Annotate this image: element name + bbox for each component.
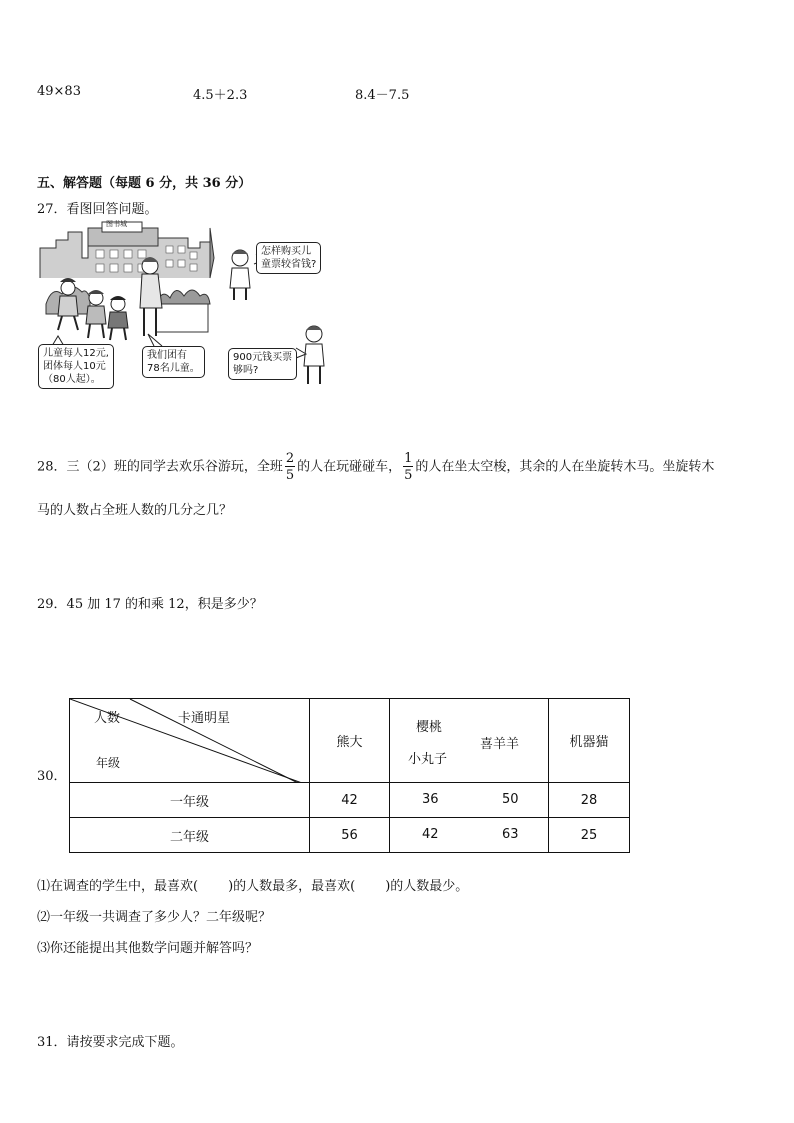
- cell-value: 25: [549, 818, 630, 853]
- row-label-grade-2: 二年级: [70, 818, 310, 853]
- cell-group: [390, 783, 549, 818]
- fraction-two-fifths: [285, 452, 295, 482]
- question-28-line-2: 马的人数占全班人数的几分之几？: [37, 503, 233, 518]
- question-28-line-1: [37, 452, 714, 482]
- col-header-group: [390, 699, 549, 783]
- speech-bubble-ask: [256, 242, 321, 274]
- cell-value: 42: [422, 827, 439, 842]
- bubble-ask-line-2: 童票较省钱?: [261, 259, 317, 270]
- fraction-one-fifth: [403, 452, 413, 482]
- bubble-price-line-2: 团体每人10元: [43, 361, 106, 372]
- fraction-1-denominator: 5: [285, 468, 295, 483]
- row-label-grade-1: 一年级: [70, 783, 310, 818]
- question-30-sub-1: [37, 875, 468, 894]
- corner-label-grade: 年级: [96, 756, 121, 770]
- speech-bubble-price: [38, 344, 114, 389]
- question-31-text: 31．请按要求完成下题。: [37, 1035, 184, 1050]
- bubble-enough-line-2: 够吗?: [233, 365, 259, 376]
- col-header-xiongda: 熊大: [310, 699, 390, 783]
- q28-text-part-1: 28．三（2）班的同学去欢乐谷游玩，全班: [37, 459, 283, 475]
- bubble-group-line-2: 78名儿童。: [147, 363, 200, 374]
- bubble-ask-line-1: 怎样购买儿: [261, 246, 311, 257]
- q28-text-part-3: 的人在坐太空梭，其余的人在坐旋转木马。坐旋转木: [415, 459, 715, 475]
- col-header-doraemon: 机器猫: [549, 699, 630, 783]
- question-30-sub-2: ⑵一年级一共调查了多少人？二年级呢？: [37, 910, 272, 925]
- col-header-xiyangyang: 喜羊羊: [480, 737, 520, 752]
- question-27-text: 27．看图回答问题。: [37, 202, 158, 217]
- survey-table: [69, 698, 630, 853]
- question-29-text: 29．45 加 17 的和乘 12，积是多少？: [37, 597, 263, 612]
- sign-text: 图书城: [106, 220, 127, 228]
- speech-bubble-group: [142, 346, 205, 378]
- bubble-enough-line-1: 900元钱买票: [233, 352, 293, 363]
- bubble-price-line-1: 儿童每人12元,: [43, 348, 109, 359]
- table-row: [70, 818, 630, 853]
- fraction-1-numerator: 2: [285, 451, 295, 466]
- question-30-label: 30．: [37, 769, 67, 784]
- cell-value: 63: [502, 827, 519, 842]
- section-title: 五、解答题（每题 6 分，共 36 分）: [37, 176, 252, 191]
- cell-value: 36: [422, 792, 439, 807]
- calc-item-1: 49×83: [37, 84, 81, 99]
- table-corner-header: [70, 699, 310, 783]
- cell-value: 50: [502, 792, 519, 807]
- question-27-illustration: [38, 218, 334, 390]
- cell-group: [390, 818, 549, 853]
- calc-item-2: 4.5＋2.3: [193, 88, 248, 103]
- cell-value: 42: [310, 783, 390, 818]
- col-header-sakura-line-2: 小丸子: [408, 752, 448, 767]
- bubble-group-line-1: 我们团有: [147, 350, 187, 361]
- cell-value: 28: [549, 783, 630, 818]
- speech-bubble-enough: [228, 348, 297, 380]
- sub1-text-a: ⑴在调查的学生中，最喜欢(: [37, 879, 199, 894]
- cell-value: 56: [310, 818, 390, 853]
- sub1-text-b: )的人数最多，最喜欢(: [228, 879, 356, 894]
- bubble-price-line-3: （80人起）。: [43, 374, 101, 385]
- calc-item-3: 8.4－7.5: [355, 88, 410, 103]
- question-30-sub-3: ⑶你还能提出其他数学问题并解答吗？: [37, 941, 259, 956]
- q28-text-part-2: 的人在玩碰碰车，: [297, 459, 402, 475]
- table-row: [70, 783, 630, 818]
- corner-label-cartoon: 卡通明星: [178, 711, 231, 726]
- sub1-text-c: )的人数最少。: [385, 879, 469, 894]
- fraction-2-numerator: 1: [404, 451, 413, 466]
- fraction-2-denominator: 5: [404, 468, 413, 483]
- corner-label-people: 人数: [94, 711, 121, 726]
- col-header-sakura-line-1: 樱桃: [416, 720, 443, 735]
